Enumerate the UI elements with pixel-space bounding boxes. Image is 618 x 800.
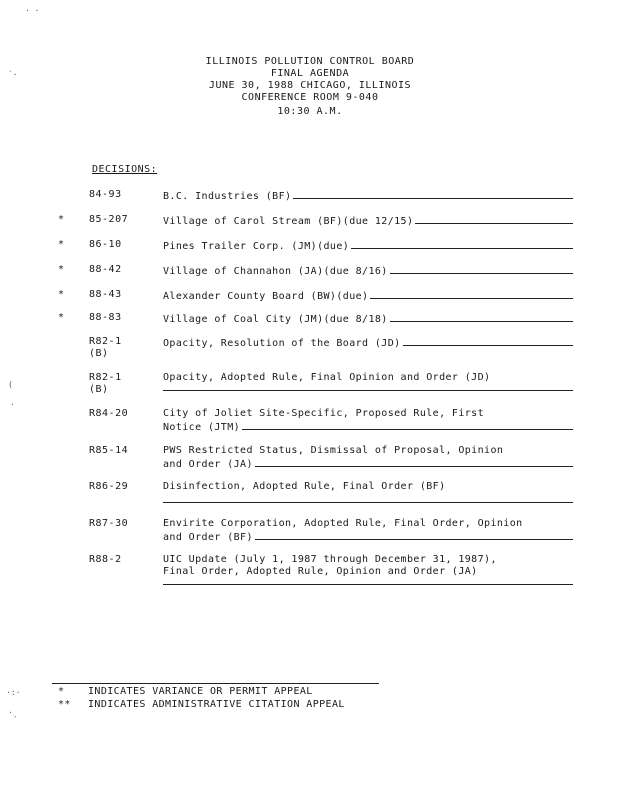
fill-line (242, 420, 573, 430)
fill-line (370, 289, 573, 299)
scan-speck: ( (8, 380, 13, 389)
item-text: Village of Carol Stream (BF)(due 12/15) (163, 216, 414, 227)
fill-line (255, 530, 573, 540)
item-number: 85-207 (89, 214, 129, 225)
fill-line (415, 214, 573, 224)
scan-speck: ·ˏ (8, 708, 18, 717)
footnote (58, 686, 313, 698)
footnote-divider (52, 683, 379, 684)
scan-speck: ·:· (6, 688, 21, 697)
header-room: CONFERENCE ROOM 9-040 (241, 92, 379, 103)
item-number: 88-83 (89, 312, 122, 323)
item-number: 88-43 (89, 289, 122, 300)
header-board-name: ILLINOIS POLLUTION CONTROL BOARD (205, 56, 415, 67)
fill-line (255, 457, 573, 467)
item-text: Village of Coal City (JM)(due 8/18) (163, 314, 388, 325)
item-number: R88-2 (89, 554, 122, 565)
item-text-continued: and Order (JA) (163, 459, 253, 470)
item-mark: * (58, 214, 65, 225)
item-text: Opacity, Resolution of the Board (JD) (163, 338, 401, 349)
item-mark: * (58, 312, 65, 323)
item-text: Opacity, Adopted Rule, Final Opinion and Order (JD) (163, 372, 491, 383)
item-number: 84-93 (89, 189, 122, 200)
item-text: Village of Channahon (JA)(due 8/16) (163, 266, 388, 277)
item-text: Disinfection, Adopted Rule, Final Order (BF) (163, 481, 446, 492)
fill-line (163, 578, 573, 585)
item-text: B.C. Industries (BF) (163, 191, 292, 202)
fill-line (163, 493, 573, 503)
item-mark: * (58, 289, 65, 300)
footnote-mark: ** (58, 699, 71, 710)
item-text: UIC Update (July 1, 1987 through December 31, 1987), (163, 554, 497, 565)
scan-speck: · (10, 400, 15, 409)
fill-line (351, 239, 573, 249)
footnote (58, 699, 345, 711)
item-text: Pines Trailer Corp. (JM)(due) (163, 241, 350, 252)
item-text-continued: Notice (JTM) (163, 422, 241, 433)
item-text-continued: and Order (BF) (163, 532, 253, 543)
scan-speck: ˊ· (8, 70, 18, 79)
item-text: City of Joliet Site-Specific, Proposed Rule, First (163, 408, 485, 419)
fill-line (293, 189, 573, 199)
item-number: R86-29 (89, 481, 129, 492)
item-text: Alexander County Board (BW)(due) (163, 291, 369, 302)
item-text: Envirite Corporation, Adopted Rule, Final Order, Opinion (163, 518, 523, 529)
header-time: 10:30 A.M. (277, 106, 343, 117)
item-mark: * (58, 239, 65, 250)
footnote-text: INDICATES VARIANCE OR PERMIT APPEAL (88, 686, 313, 697)
fill-line (403, 336, 573, 346)
section-title: DECISIONS: (92, 164, 158, 175)
fill-line (390, 264, 573, 274)
item-number: R84-20 (89, 408, 129, 419)
fill-line (163, 384, 573, 391)
item-number: R82-1 (B) (89, 336, 122, 359)
item-text: PWS Restricted Status, Dismissal of Proposal, Opinion (163, 445, 504, 456)
header-date-location: JUNE 30, 1988 CHICAGO, ILLINOIS (208, 80, 412, 91)
item-number: R87-30 (89, 518, 129, 529)
item-number: 88-42 (89, 264, 122, 275)
item-mark: * (58, 264, 65, 275)
footnote-mark: * (58, 686, 65, 697)
item-number: R82-1 (B) (89, 372, 122, 395)
scan-speck: · · (25, 6, 40, 15)
footnote-text: INDICATES ADMINISTRATIVE CITATION APPEAL (88, 699, 345, 710)
item-number: R85-14 (89, 445, 129, 456)
item-number: 86-10 (89, 239, 122, 250)
header-agenda-title: FINAL AGENDA (270, 68, 350, 79)
fill-line (390, 312, 573, 322)
item-text-continued: Final Order, Adopted Rule, Opinion and Order (JA) (163, 566, 478, 577)
